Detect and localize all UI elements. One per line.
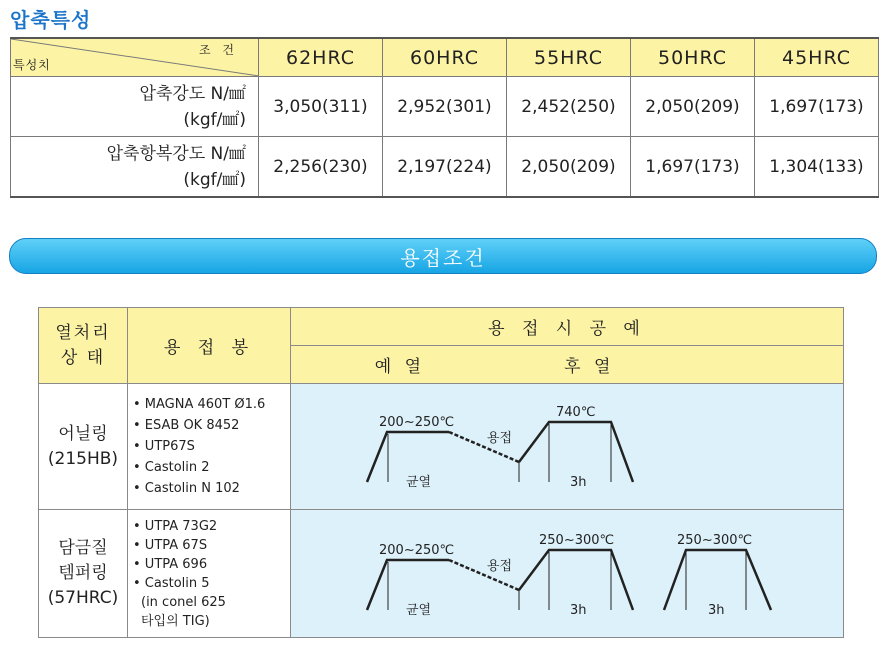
table-cell: 2,256(230)	[259, 137, 383, 198]
post-temp-label-2: 250~300℃	[677, 533, 753, 548]
preheat-temp-label: 200~250℃	[379, 543, 455, 558]
weld-label: 용접	[487, 431, 513, 446]
post-time-label: 3h	[570, 475, 587, 490]
banner-title: 용접조건	[400, 245, 486, 270]
list-item: (in conel 625	[141, 594, 226, 610]
heat-cycle-diagram	[291, 510, 844, 638]
row-label-line1: 압축강도 N/㎟	[139, 83, 246, 104]
state-line2: 템퍼링	[58, 563, 108, 583]
column-header: 45HRC	[755, 38, 879, 77]
diagram-cell	[291, 384, 844, 510]
column-header: 62HRC	[259, 38, 383, 77]
row-label	[11, 137, 259, 198]
corner-condition-label: 조 건	[199, 43, 238, 57]
header-preheat: 예 열	[374, 357, 425, 377]
rod-list-cell	[128, 384, 291, 510]
header-pre-post	[291, 346, 844, 384]
list-item: • UTPA 73G2	[133, 518, 218, 534]
table-cell: 2,050(209)	[507, 137, 631, 198]
header-state	[39, 308, 128, 384]
table-cell: 2,952(301)	[383, 77, 507, 137]
weld-label: 용접	[487, 559, 513, 574]
header-state-line1: 열처리	[55, 322, 111, 343]
corner-cell	[11, 38, 259, 77]
list-item: • Castolin 2	[133, 460, 210, 475]
state-line1: 어닐링	[58, 423, 108, 444]
preheat-temp-label: 200~250℃	[379, 415, 455, 430]
table-cell: 1,697(173)	[631, 137, 755, 198]
post-time-label-2: 3h	[708, 603, 725, 618]
list-item: • MAGNA 460T Ø1.6	[133, 397, 266, 412]
list-item: • Castolin N 102	[133, 481, 240, 496]
page-title: 압축특성	[10, 8, 92, 32]
list-item: 타입의 TIG)	[141, 613, 210, 629]
table-cell: 3,050(311)	[259, 77, 383, 137]
preheat-label: 균열	[406, 475, 432, 490]
compression-header-row	[11, 38, 879, 77]
postheat-curve-2	[664, 550, 771, 610]
rod-list	[133, 394, 290, 499]
header-postheat: 후 열	[564, 357, 615, 377]
state-cell	[39, 510, 128, 638]
heat-cycle-diagram	[291, 384, 844, 510]
state-line1: 담금질	[58, 538, 108, 558]
row-label-line2: (kgf/㎟)	[183, 109, 246, 130]
state-line2: (215HB)	[47, 448, 119, 469]
list-item: • UTPA 696	[133, 556, 208, 572]
corner-property-label: 특성치	[13, 58, 51, 72]
header-example: 용 접 시 공 예	[291, 308, 844, 346]
welding-table	[38, 307, 844, 638]
row-label-line1: 압축항복강도 N/㎟	[106, 143, 246, 164]
header-rod: 용 접 봉	[128, 308, 291, 384]
table-cell: 1,697(173)	[755, 77, 879, 137]
table-cell: 1,304(133)	[755, 137, 879, 198]
state-cell	[39, 384, 128, 510]
post-time-label: 3h	[570, 603, 587, 618]
section-banner	[9, 238, 877, 274]
postheat-curve	[519, 550, 633, 610]
rod-list-cell	[128, 510, 291, 638]
diagram-cell	[291, 510, 844, 638]
table-row	[39, 510, 844, 638]
rod-list	[133, 517, 290, 631]
compression-table	[10, 37, 879, 198]
table-row	[11, 77, 879, 137]
header-state-line2: 상 태	[60, 347, 106, 368]
post-temp-label: 250~300℃	[539, 533, 615, 548]
preheat-label: 균열	[406, 603, 432, 618]
list-item: • ESAB OK 8452	[133, 418, 240, 433]
postheat-curve	[519, 422, 633, 482]
state-line3: (57HRC)	[47, 588, 119, 608]
table-cell: 2,050(209)	[631, 77, 755, 137]
list-item: • UTPA 67S	[133, 537, 208, 553]
list-item: • UTP67S	[133, 439, 195, 454]
table-row	[39, 384, 844, 510]
column-header: 55HRC	[507, 38, 631, 77]
table-cell: 2,197(224)	[383, 137, 507, 198]
table-row	[11, 137, 879, 198]
row-label-line2: (kgf/㎟)	[183, 169, 246, 190]
post-temp-label: 740℃	[556, 405, 596, 420]
list-item: • Castolin 5	[133, 575, 210, 591]
row-label	[11, 77, 259, 137]
table-cell: 2,452(250)	[507, 77, 631, 137]
column-header: 60HRC	[383, 38, 507, 77]
column-header: 50HRC	[631, 38, 755, 77]
